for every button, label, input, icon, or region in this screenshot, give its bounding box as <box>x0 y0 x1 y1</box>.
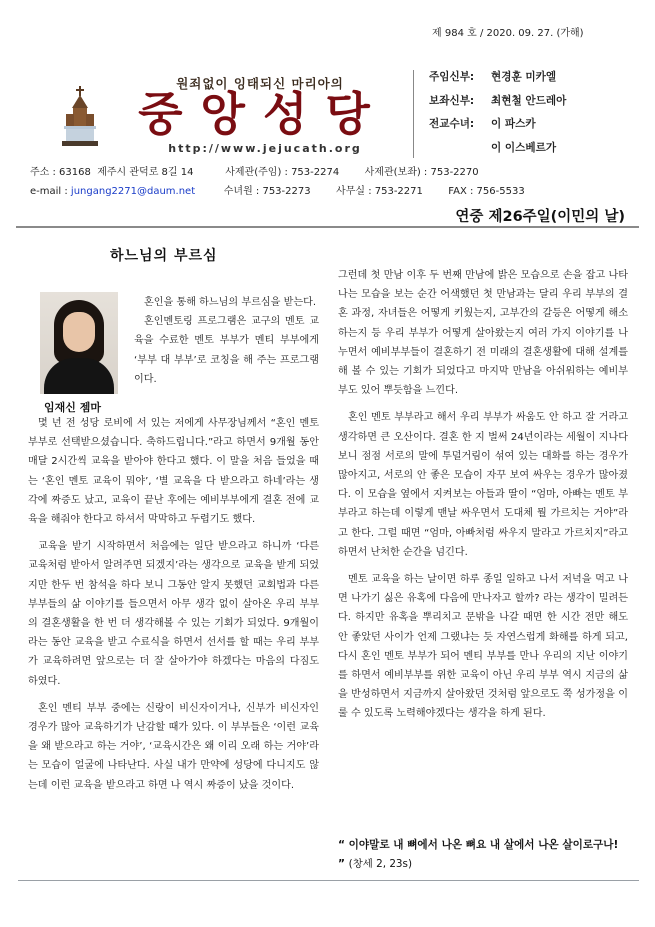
issue-info: 제 984 호 / 2020. 09. 27. (가해) <box>432 28 584 39</box>
phone-numbers: 수녀원 : 753-2273 사무실 : 753-2271 FAX : 756-5533 <box>195 186 525 197</box>
church-icon <box>62 86 98 146</box>
paragraph: 혼인을 통해 하느님의 부르심을 받는다. <box>144 297 317 308</box>
masthead-divider <box>413 70 414 158</box>
staff-name: 최현철 안드레아 <box>491 94 567 107</box>
staff-row <box>429 69 591 93</box>
article-left-column <box>28 414 319 795</box>
staff-row <box>429 116 591 140</box>
paragraph: 멘토 교육을 하는 날이면 하루 종일 일하고 나서 저녁을 먹고 나면 나가기 싫은 유혹에 다음에 만나자고 할까? 라는 생각이 밀려든다. 하지만 유혹을 뿌리치고 문밖을 나갈 때면 한 시간 전만 해도 안 좋았던 사이가 언제 그랬냐는 듯 자연스럽게 화해를 하게 되고, 다시 혼인 멘토 부부가 되어 멘티 부부를 만나 우리의 지난 이야기를 하면서 예비부부를 위한 교육이 아닌 우리 부부 역시 지금의 삶을 반성하면서 지금까지 살아왔던 것처럼 앞으로도 쭉 성가정을 이룰 수 있도록 노력해야겠다는 생각을 하게 된다. <box>338 574 628 720</box>
author-name: 임재신 젬마 <box>44 401 101 414</box>
paragraph: 그런데 첫 만남 이후 두 번째 만남에 밝은 모습으로 손을 잡고 나타나는 모습을 보는 순간 어색했던 첫 만남과는 달리 우리 부부의 결혼 과정, 자녀들은 어떻게 키웠는지, 고부간의 갈등은 어떻게 해소하는지 등 우리 부부가 어떻게 살아왔는지 여러 가지 이야기를 나누면서 예비부부들이 결혼하기 전 미래의 결혼생활에 대해 설계를 해 볼 수 있는 기회가 되었다고 마지막 만남을 아쉬워하는 예비부부도 있어 뿌듯함을 느낀다. <box>338 270 628 397</box>
masthead <box>0 0 655 160</box>
staff-role: 주임신부: <box>429 71 475 83</box>
staff-name: 이 이스베르가 <box>491 141 557 154</box>
staff-row <box>429 140 591 164</box>
author-photo <box>40 292 118 394</box>
divider-line <box>16 226 639 228</box>
paragraph: 교육을 받기 시작하면서 처음에는 일단 받으라고 하니까 ‘다른 교육처럼 받아서 알려주면 되겠지’라는 생각으로 교육을 받게 되었지만 한두 번 참석을 하다 보니 그동안 알지 못했던 교회법과 다른 부부들의 삶 이야기를 들으면서 아무 생각 없이 살아온 우리 부부의 결혼생활을 한 번 더 생각해볼 수 있는 기회가 되었다. 9개월이라는 동안 교육을 받고 수료식을 하면서 선서를 할 때는 우리 부부가 교육하려면 앞으로는 더 잘 살아가야 하겠다는 마음의 다짐도 하였다. <box>28 541 319 687</box>
paragraph: 혼인 멘토 부부라고 해서 우리 부부가 싸움도 안 하고 잘 거라고 생각하면 큰 오산이다. 결혼 한 지 벌써 24년이라는 세월이 지나다 보니 점점 서로의 말에 투덜거림이 섞여 있는 대화를 하는 경우가 많아지고, 서로의 안 좋은 모습이 자꾸 보여 싸우는 경우가 많아졌다. 이 모습을 옆에서 지켜보는 아들과 딸이 “엄마, 아빠는 멘토 부부라고 하는데 이렇게 맨날 싸우면서 도대체 뭘 가르치는 거야”라고 한다. 그럴 때면 “엄마, 아빠처럼 싸우지 말라고 가르치지”라고 하면서 난처한 순간을 넘긴다. <box>338 412 628 558</box>
article-intro <box>134 293 319 389</box>
article-title: 하느님의 부르심 <box>110 248 218 264</box>
newsletter-title: 중앙성당 <box>138 87 388 141</box>
address-line: 주소 : 63168 제주시 관덕로 8길 14 사제관(주임) : 753-2274 사제관(보좌) : 753-2270 <box>30 167 479 178</box>
staff-row <box>429 93 591 117</box>
contact-line <box>30 182 525 197</box>
website-url[interactable]: http://www.jejucath.org <box>168 142 362 155</box>
paragraph: 혼인 멘티 부부 중에는 신랑이 비신자이거나, 신부가 비신자인 경우가 많아 교육하기가 난감할 때가 있다. 이 부부들은 ‘이런 교육을 왜 받으라고 하는 거야’, ‘교육시간은 왜 이리 오래 하는 거야’라는 모습이 얼굴에 나타난다. 사실 내가 만약에 성당에 다니지도 않는데 이런 교육을 받으라고 하면 나 역시 짜증이 났을 것이다. <box>28 702 319 791</box>
slogan: 원죄없이 잉태되신 마리아의 <box>176 76 344 91</box>
staff-role <box>429 140 491 164</box>
article-right-column <box>338 266 628 724</box>
paragraph: 혼인멘토링 프로그램은 교구의 멘토 교육을 수료한 멘토 부부가 멘티 부부에게 ‘부부 대 부부’로 코칭을 해 주는 프로그램이다. <box>134 316 319 385</box>
staff-name: 현경훈 미카엘 <box>491 71 557 83</box>
quote-reference: (창세 2, 23s) <box>348 858 413 870</box>
email-link[interactable]: jungang2271@daum.net <box>70 186 196 197</box>
quote-text: “ 이야말로 내 뼈에서 나온 뼈요 내 살에서 나온 살이로구나! ” <box>338 839 619 870</box>
liturgical-day: 연중 제26주일(이민의 날) <box>455 209 625 225</box>
staff-role: 보좌신부: <box>429 94 475 107</box>
staff-name: 이 파스카 <box>491 118 536 130</box>
staff-list <box>429 69 591 163</box>
staff-role: 전교수녀: <box>429 118 475 130</box>
liturgical-day-bar <box>0 202 655 232</box>
footer-divider <box>18 880 639 881</box>
scripture-quote <box>338 836 628 874</box>
paragraph: 몇 년 전 성당 로비에 서 있는 저에게 사무장님께서 “혼인 멘토 부부로 선택받으셨습니다. 축하드립니다.”라고 하면서 9개월 동안 매달 2시간씩 교육을 받아야 한다고 했다. 이 말을 처음 들었을 때는 ‘혼인 멘토 교육이 뭐야’, ‘별 교육을 다 받으라고 하네’라는 생각에 짜증도 났고, 교육이 끝난 후에는 예비부부에게 결혼 전에 교육을 해줘야 한다고 하셔서 막막하고 두렵기도 했다. <box>28 418 319 526</box>
email-label: e-mail : <box>30 186 71 197</box>
